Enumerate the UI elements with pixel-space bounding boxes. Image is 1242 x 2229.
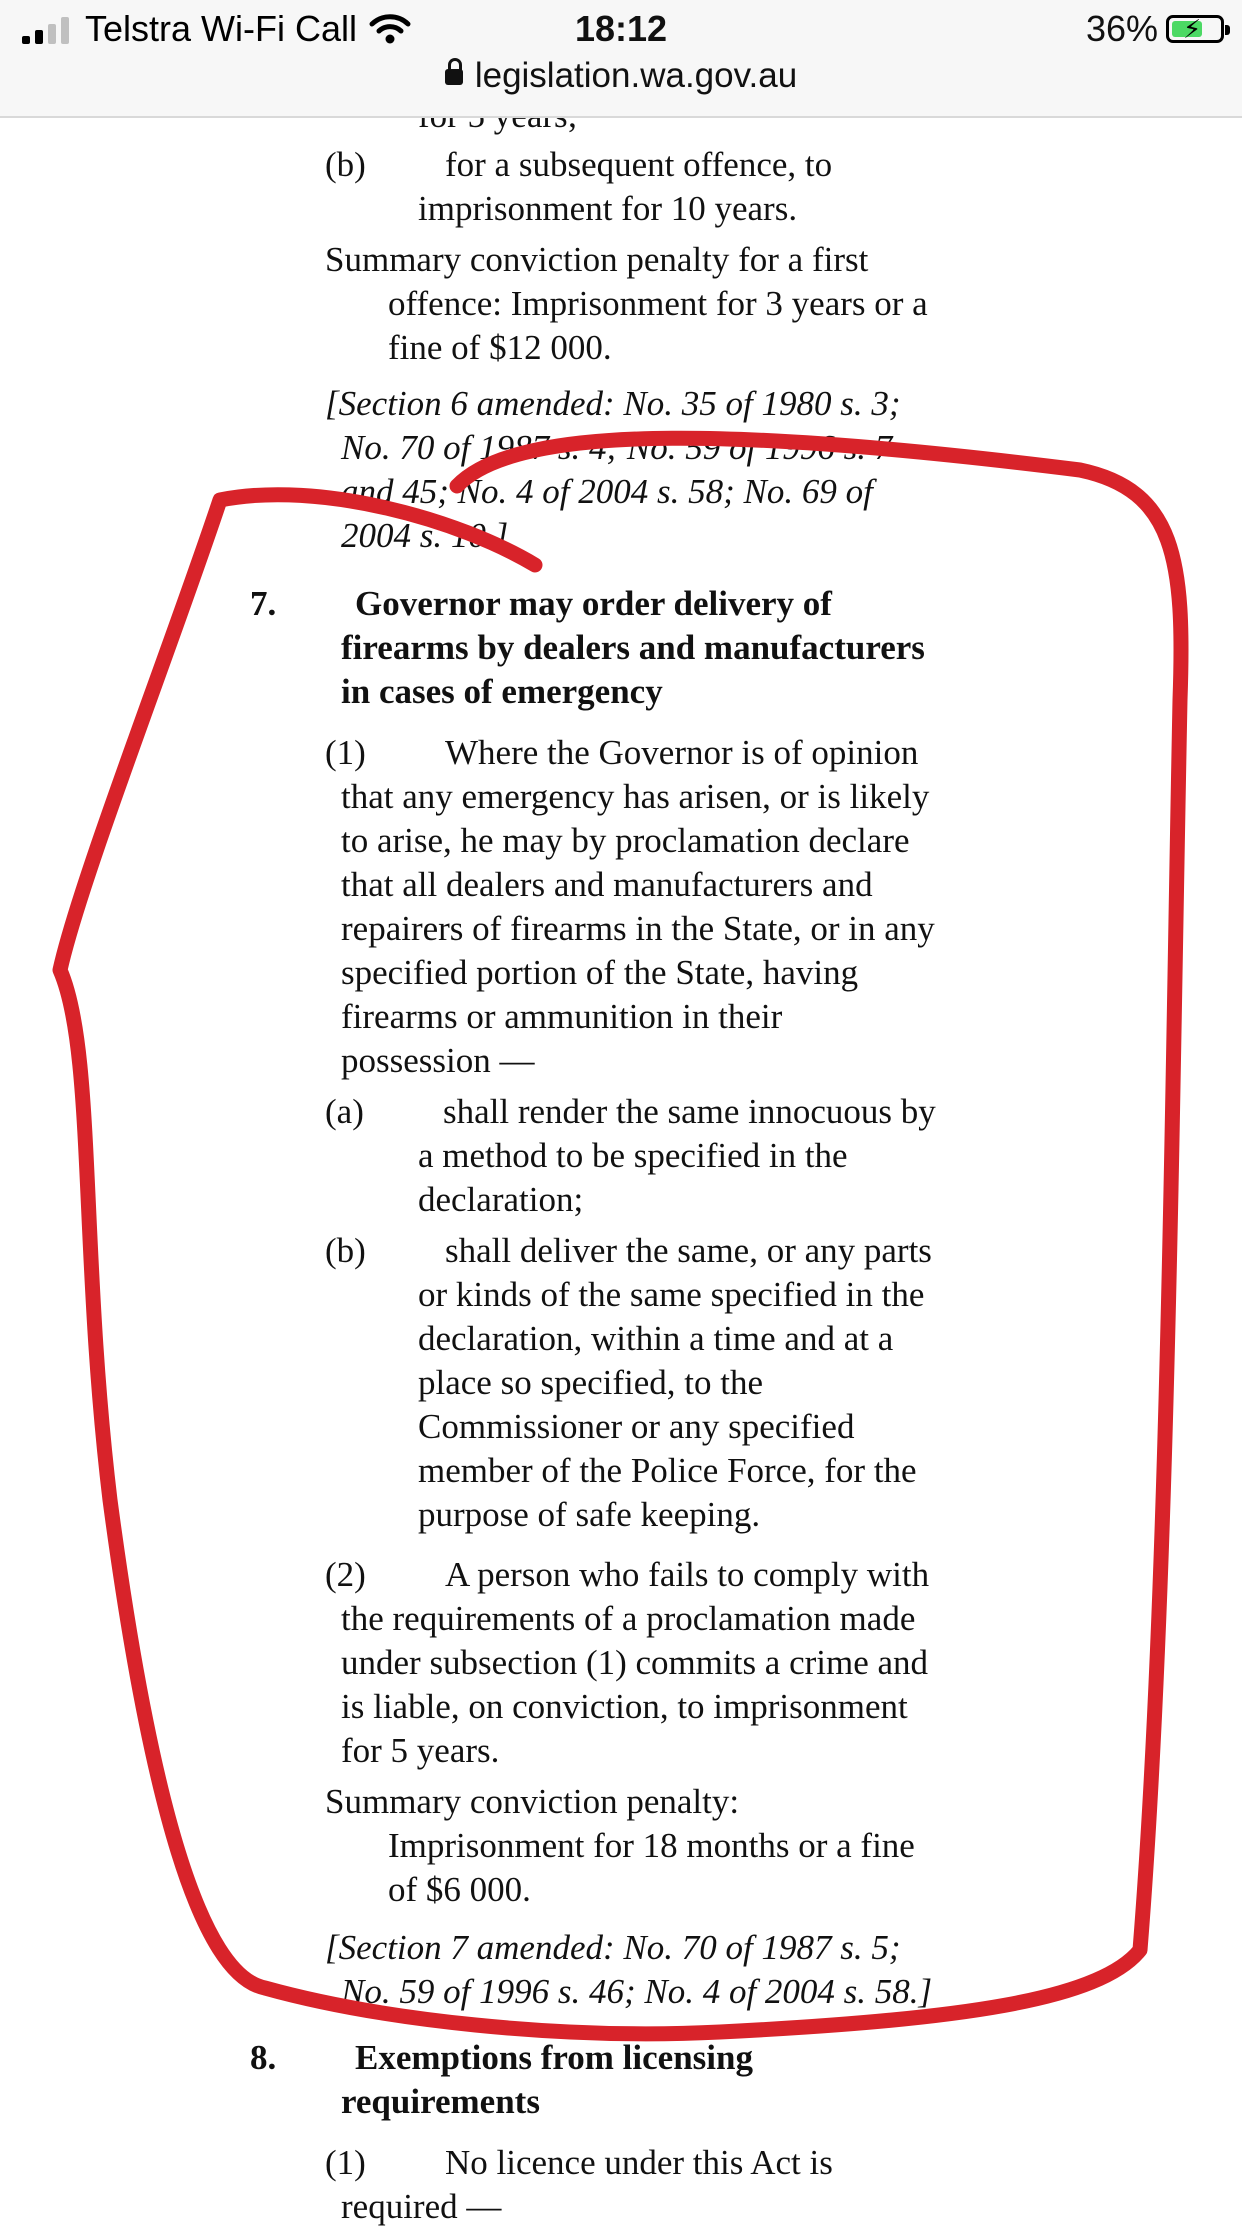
paragraph-text: shall deliver the same, or any parts <box>445 1231 932 1270</box>
paragraph-text: purpose of safe keeping. <box>418 1495 761 1534</box>
amendment-note: No. 70 of 1987 s. 4; No. 59 of 1996 s. 7 <box>341 428 893 467</box>
paragraph-marker: (b) <box>325 145 366 184</box>
paragraph-text: declaration, within a time and at a <box>418 1319 894 1358</box>
amendment-note: [Section 6 amended: No. 35 of 1980 s. 3; <box>325 384 901 423</box>
subsection-text: is liable, on conviction, to imprisonment <box>341 1687 908 1726</box>
subsection-marker: (1) <box>325 2143 366 2182</box>
section-heading: firearms by dealers and manufacturers <box>341 628 925 667</box>
penalty-text: offence: Imprisonment for 3 years or a <box>388 284 928 323</box>
paragraph-text: declaration; <box>418 1180 584 1219</box>
paragraph-text: for a subsequent offence, to <box>445 145 833 184</box>
carrier-label: Telstra Wi-Fi Call <box>85 8 358 49</box>
subsection-text: required — <box>341 2187 502 2226</box>
subsection-marker: (1) <box>325 733 366 772</box>
battery-percent: 36% <box>1085 8 1158 49</box>
clock: 18:12 <box>574 8 668 49</box>
section-number: 8. <box>250 2038 277 2077</box>
subsection-text: the requirements of a proclamation made <box>341 1599 916 1638</box>
paragraph-marker: (b) <box>325 1231 366 1270</box>
paragraph-text: member of the Police Force, for the <box>418 1451 917 1490</box>
subsection-text: Where the Governor is of opinion <box>445 733 919 772</box>
battery-charging-icon: ⚡ <box>1166 15 1224 43</box>
amendment-note: [Section 7 amended: No. 70 of 1987 s. 5; <box>325 1928 901 1967</box>
subsection-text: that any emergency has arisen, or is likely <box>341 777 930 816</box>
paragraph-marker: (a) <box>325 1092 364 1131</box>
paragraph-text: or kinds of the same specified in the <box>418 1275 925 1314</box>
subsection-text: for 5 years. <box>341 1731 500 1770</box>
subsection-text: No licence under this Act is <box>445 2143 833 2182</box>
amendment-note: and 45; No. 4 of 2004 s. 58; No. 69 of <box>341 472 873 511</box>
battery-area <box>1086 8 1224 50</box>
subsection-text: that all dealers and manufacturers and <box>341 865 873 904</box>
status-bar <box>0 0 1242 118</box>
subsection-text: firearms or ammunition in their <box>341 997 783 1036</box>
penalty-text: of $6 000. <box>388 1870 531 1909</box>
paragraph-text: Commissioner or any specified <box>418 1407 855 1446</box>
section-heading: Exemptions from licensing <box>355 2038 753 2077</box>
subsection-text: under subsection (1) commits a crime and <box>341 1643 929 1682</box>
penalty-text: Summary conviction penalty for a first <box>325 240 869 279</box>
penalty-text: Summary conviction penalty: <box>325 1782 740 1821</box>
paragraph-text: shall render the same innocuous by <box>443 1092 936 1131</box>
section-heading: Governor may order delivery of <box>355 584 832 623</box>
subsection-text: repairers of firearms in the State, or in any <box>341 909 935 948</box>
subsection-marker: (2) <box>325 1555 366 1594</box>
subsection-text: to arise, he may by proclamation declare <box>341 821 910 860</box>
address-bar[interactable] <box>0 56 1242 96</box>
subsection-text: A person who fails to comply with <box>445 1555 930 1594</box>
penalty-text: fine of $12 000. <box>388 328 612 367</box>
amendment-note: No. 59 of 1996 s. 46; No. 4 of 2004 s. 58.] <box>341 1972 933 2011</box>
lock-icon <box>445 69 463 85</box>
section-heading: in cases of emergency <box>341 672 663 711</box>
paragraph-text: imprisonment for 10 years. <box>418 189 798 228</box>
paragraph-text: place so specified, to the <box>418 1363 764 1402</box>
amendment-note: 2004 s. 10.] <box>341 516 509 555</box>
url-text: legislation.wa.gov.au <box>474 56 798 95</box>
paragraph-text: a method to be specified in the <box>418 1136 848 1175</box>
section-heading: requirements <box>341 2082 540 2121</box>
subsection-text: possession — <box>341 1041 535 1080</box>
penalty-text: Imprisonment for 18 months or a fine <box>388 1826 915 1865</box>
section-number: 7. <box>250 584 277 623</box>
subsection-text: specified portion of the State, having <box>341 953 859 992</box>
